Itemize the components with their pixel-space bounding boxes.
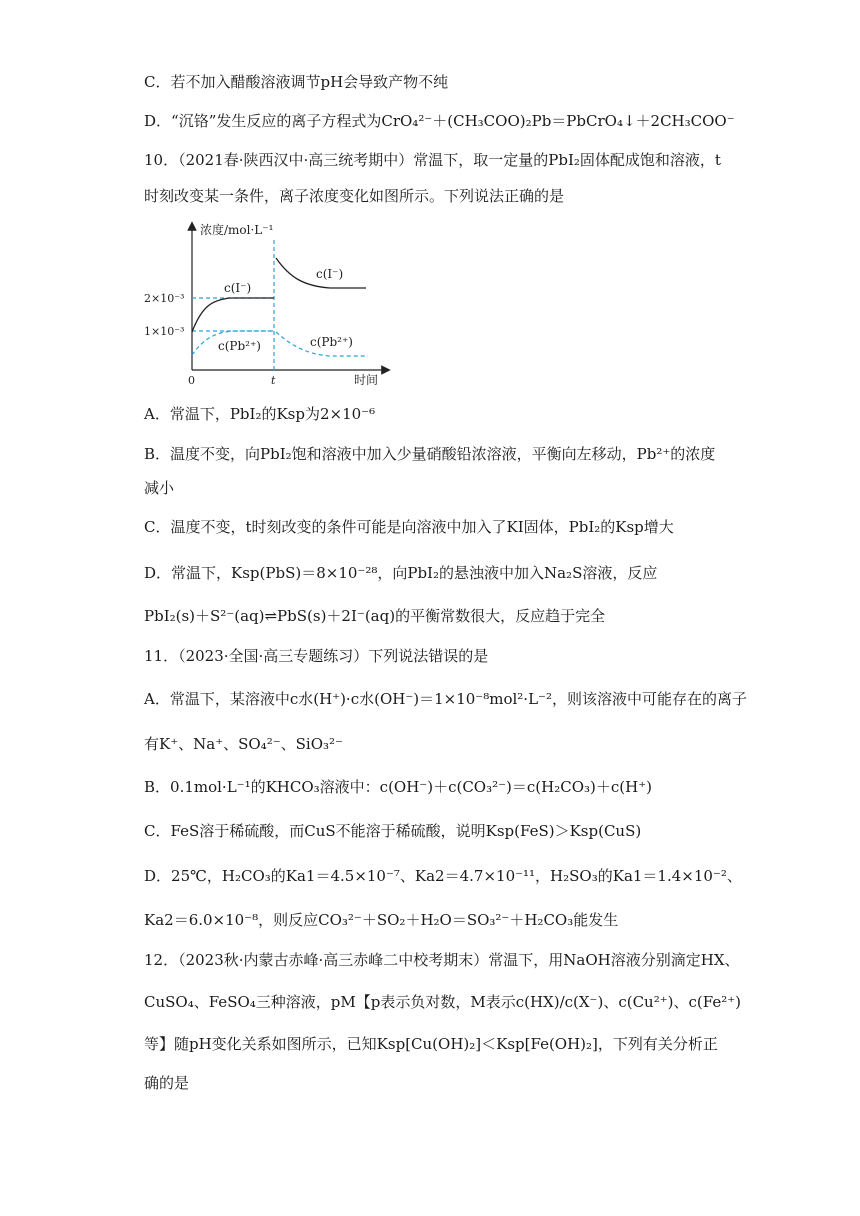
option-d-q11-cont: Ka2＝6.0×10⁻⁸，则反应CO₃²⁻＋SO₂＋H₂O＝SO₃²⁻＋H₂CO₃能发生 (144, 911, 619, 929)
option-d-q9: D．“沉铬”发生反应的离子方程式为CrO₄²⁻＋(CH₃COO)₂Pb＝PbCrO₄↓＋2CH₃COO⁻ (144, 112, 735, 130)
option-a-q10: A．常温下，PbI₂的Ksp为2×10⁻⁶ (144, 405, 376, 423)
option-b-q10: B．温度不变，向PbI₂饱和溶液中加入少量硝酸铅浓溶液，平衡向左移动，Pb²⁺的浓度 (144, 445, 716, 463)
question-10-stem: 10．（2021春·陕西汉中·高三统考期中）常温下，取一定量的PbI₂固体配成饱和溶液，t (144, 151, 721, 169)
label-lead-before: c(Pb²⁺) (218, 339, 261, 353)
option-d-q11: D．25℃，H₂CO₃的Ka1＝4.5×10⁻⁷、Ka2＝4.7×10⁻¹¹，H₂SO₃的Ka1＝1.4×10⁻²、 (144, 867, 742, 885)
label-iodide-before: c(I⁻) (224, 281, 252, 295)
option-d-q10: D．常温下，Ksp(PbS)＝8×10⁻²⁸，向PbI₂的悬浊液中加入Na₂S溶液，反应 (144, 564, 658, 582)
option-c-q11: C．FeS溶于稀硫酸，而CuS不能溶于稀硫酸，说明Ksp(FeS)＞Ksp(CuS) (144, 822, 642, 840)
option-c-q9: C．若不加入醋酸溶液调节pH会导致产物不纯 (144, 73, 449, 91)
concentration-time-graph (140, 220, 410, 388)
option-d-q10-cont: PbI₂(s)＋S²⁻(aq)⇌PbS(s)＋2I⁻(aq)的平衡常数很大，反应趋于完全 (144, 607, 606, 625)
question-12-stem: 12．（2023秋·内蒙古赤峰·高三赤峰二中校考期末）常温下，用NaOH溶液分别滴定HX、 (144, 951, 740, 969)
tick-x-origin: 0 (188, 374, 195, 387)
option-a-q11-cont: 有K⁺、Na⁺、SO₄²⁻、SiO₃²⁻ (144, 735, 343, 753)
tick-y-high: 2×10⁻³ (144, 292, 185, 305)
x-axis-label: 时间 (354, 373, 379, 387)
question-12-stem-cont1: CuSO₄、FeSO₄三种溶液，pM【p表示负对数，M表示c(HX)/c(X⁻)、c(Cu²⁺)、c(Fe²⁺) (144, 993, 741, 1011)
y-axis-label: 浓度/mol·L⁻¹ (200, 223, 274, 237)
question-12-stem-cont3: 确的是 (144, 1074, 190, 1092)
label-iodide-after: c(I⁻) (316, 267, 344, 281)
option-b-q11: B．0.1mol·L⁻¹的KHCO₃溶液中：c(OH⁻)＋c(CO₃²⁻)＝c(H₂CO₃)＋c(H⁺) (144, 778, 652, 796)
tick-y-low: 1×10⁻³ (144, 325, 185, 338)
option-a-q11: A．常温下，某溶液中c水(H⁺)·c水(OH⁻)＝1×10⁻⁸mol²·L⁻²，则该溶液中可能存在的离子 (144, 690, 747, 708)
curve-iodide-before (192, 298, 274, 332)
option-b-q10-cont: 减小 (144, 479, 175, 497)
question-11-stem: 11．（2023·全国·高三专题练习）下列说法错误的是 (144, 647, 489, 665)
option-c-q10: C．温度不变，t时刻改变的条件可能是向溶液中加入了KI固体，PbI₂的Ksp增大 (144, 518, 674, 536)
label-lead-after: c(Pb²⁺) (310, 335, 353, 349)
question-12-stem-cont2: 等】随pH变化关系如图所示，已知Ksp[Cu(OH)₂]＜Ksp[Fe(OH)₂]，下列有关分析正 (144, 1035, 718, 1053)
tick-x-t: t (271, 374, 276, 387)
question-10-stem-cont: 时刻改变某一条件，离子浓度变化如图所示。下列说法正确的是 (144, 187, 565, 205)
